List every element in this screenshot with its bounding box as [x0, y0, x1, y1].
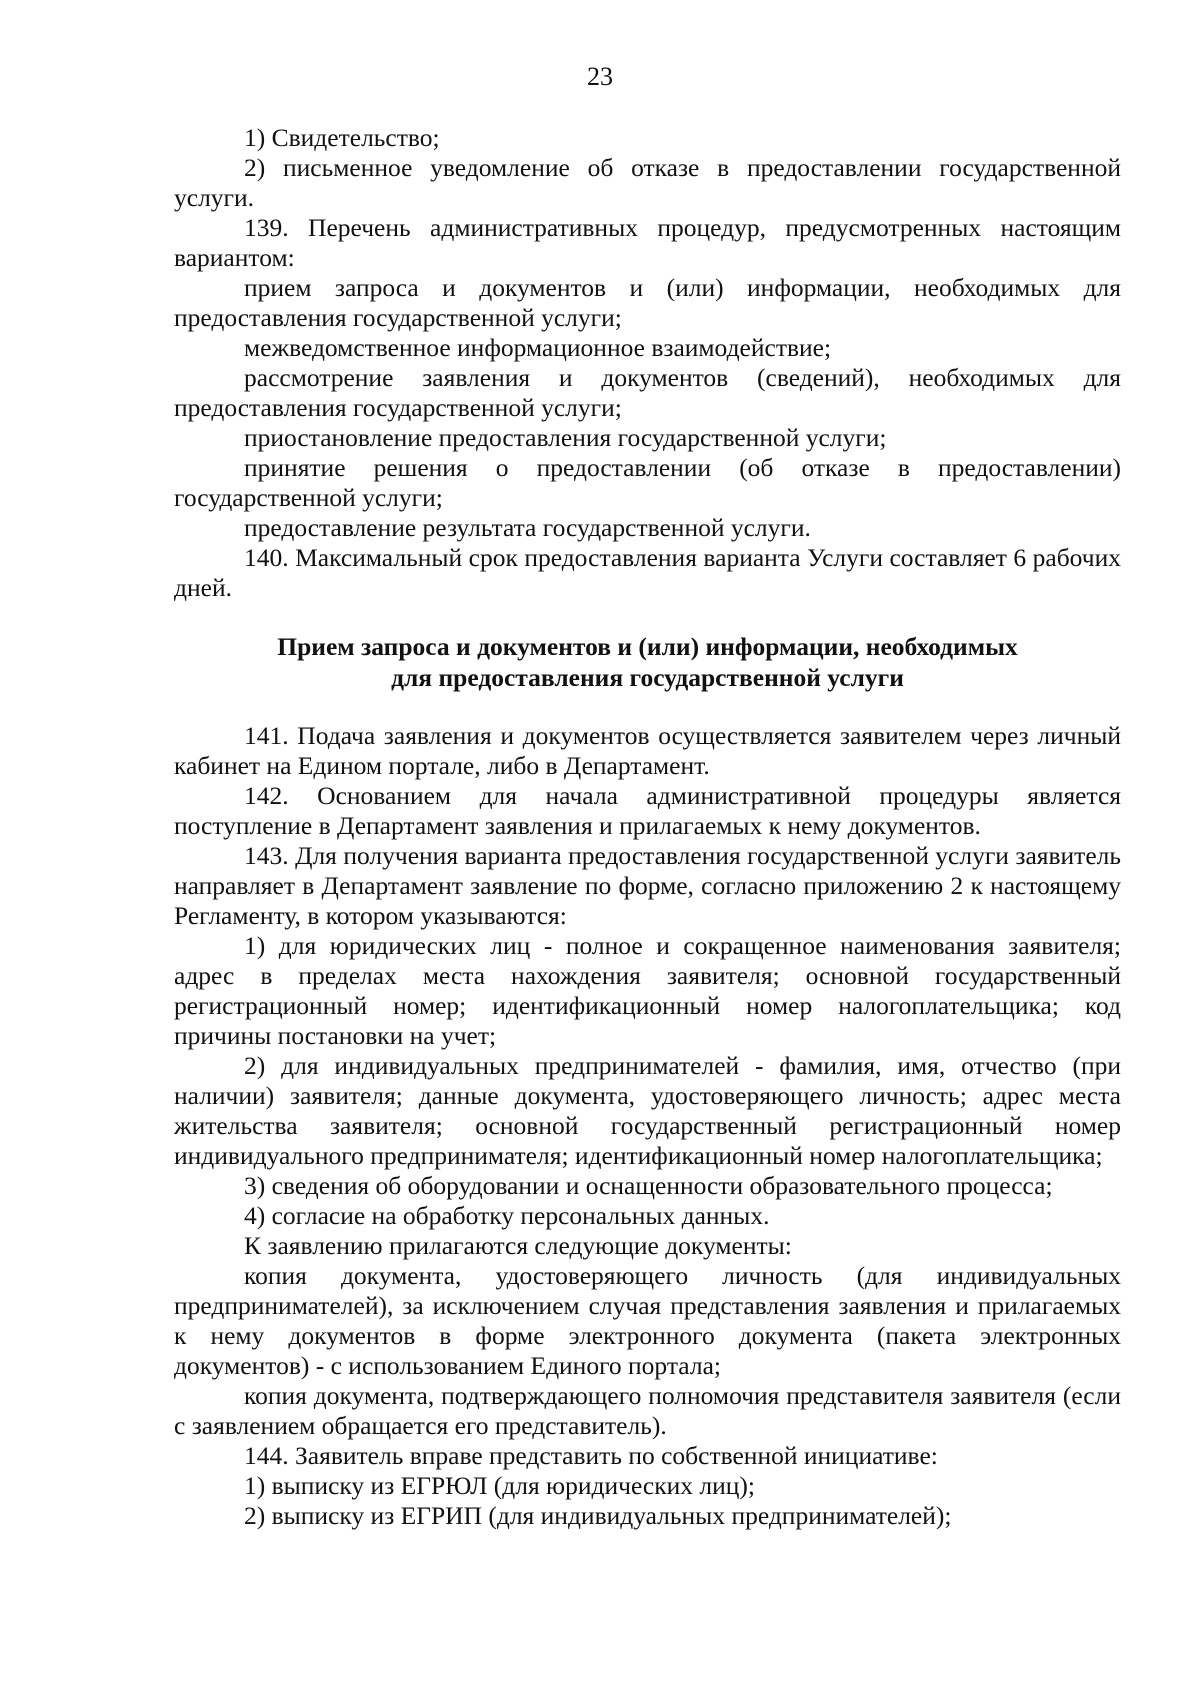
- paragraph: рассмотрение заявления и документов (сведений), необходимых для предоставления государственной услуги;: [174, 363, 1121, 422]
- paragraph: 4) согласие на обработку персональных данных.: [244, 1201, 770, 1230]
- paragraph: 2) для индивидуальных предпринимателей - фамилия, имя, отчество (при наличии) заявителя; данные документа, удостоверяющего личность; адрес места жительства заявителя; основной государственный регистрационный номер индивидуального предпринимателя; идентификационный номер налогоплательщика;: [174, 1051, 1121, 1170]
- paragraph: принятие решения о предоставлении (об отказе в предоставлении) государственной услуги;: [174, 453, 1121, 512]
- paragraph: 140. Максимальный срок предоставления варианта Услуги составляет 6 рабочих дней.: [174, 543, 1121, 602]
- paragraph: копия документа, подтверждающего полномочия представителя заявителя (если с заявлением обращается его представитель).: [174, 1381, 1121, 1440]
- paragraph: копия документа, удостоверяющего личность (для индивидуальных предпринимателей), за исключением случая представления заявления и прилагаемых к нему документов в форме электронного документа (пакета электронных документов) - с использованием Единого портала;: [174, 1261, 1121, 1380]
- paragraph: 142. Основанием для начала административной процедуры является поступление в Департамент заявления и прилагаемых к нему документов.: [174, 781, 1121, 840]
- paragraph: 1) Свидетельство;: [244, 123, 440, 152]
- paragraph: приостановление предоставления государственной услуги;: [244, 423, 887, 452]
- paragraphs-after-heading: [174, 721, 1121, 1531]
- paragraph: прием запроса и документов и (или) информации, необходимых для предоставления государственной услуги;: [174, 273, 1121, 332]
- paragraph: 144. Заявитель вправе представить по собственной инициативе:: [244, 1441, 938, 1470]
- paragraph: 139. Перечень административных процедур, предусмотренных настоящим вариантом:: [174, 213, 1121, 272]
- section-heading-line-2: для предоставления государственной услуги: [391, 663, 904, 692]
- paragraph: 141. Подача заявления и документов осуществляется заявителем через личный кабинет на Едином портале, либо в Департамент.: [174, 721, 1121, 780]
- paragraph: 1) выписку из ЕГРЮЛ (для юридических лиц);: [244, 1471, 755, 1500]
- section-heading: [174, 631, 1121, 693]
- page-number: 23: [587, 62, 613, 91]
- paragraph: 2) выписку из ЕГРИП (для индивидуальных предпринимателей);: [244, 1501, 952, 1530]
- document-body: [174, 123, 1121, 1531]
- section-heading-line-1: Прием запроса и документов и (или) информации, необходимых: [277, 632, 1018, 661]
- paragraph: 143. Для получения варианта предоставления государственной услуги заявитель направляет в Департамент заявление по форме, согласно приложению 2 к настоящему Регламенту, в котором указываются:: [174, 841, 1121, 930]
- paragraph: К заявлению прилагаются следующие документы:: [244, 1231, 792, 1260]
- paragraph: 3) сведения об оборудовании и оснащенности образовательного процесса;: [244, 1171, 1053, 1200]
- paragraph: 1) для юридических лиц - полное и сокращенное наименования заявителя; адрес в пределах места нахождения заявителя; основной государственный регистрационный номер; идентификационный номер налогоплательщика; код причины постановки на учет;: [174, 931, 1121, 1050]
- paragraph: 2) письменное уведомление об отказе в предоставлении государственной услуги.: [174, 153, 1121, 212]
- paragraph: межведомственное информационное взаимодействие;: [244, 333, 832, 362]
- paragraph: предоставление результата государственной услуги.: [244, 513, 811, 542]
- paragraphs-before-heading: [174, 123, 1121, 603]
